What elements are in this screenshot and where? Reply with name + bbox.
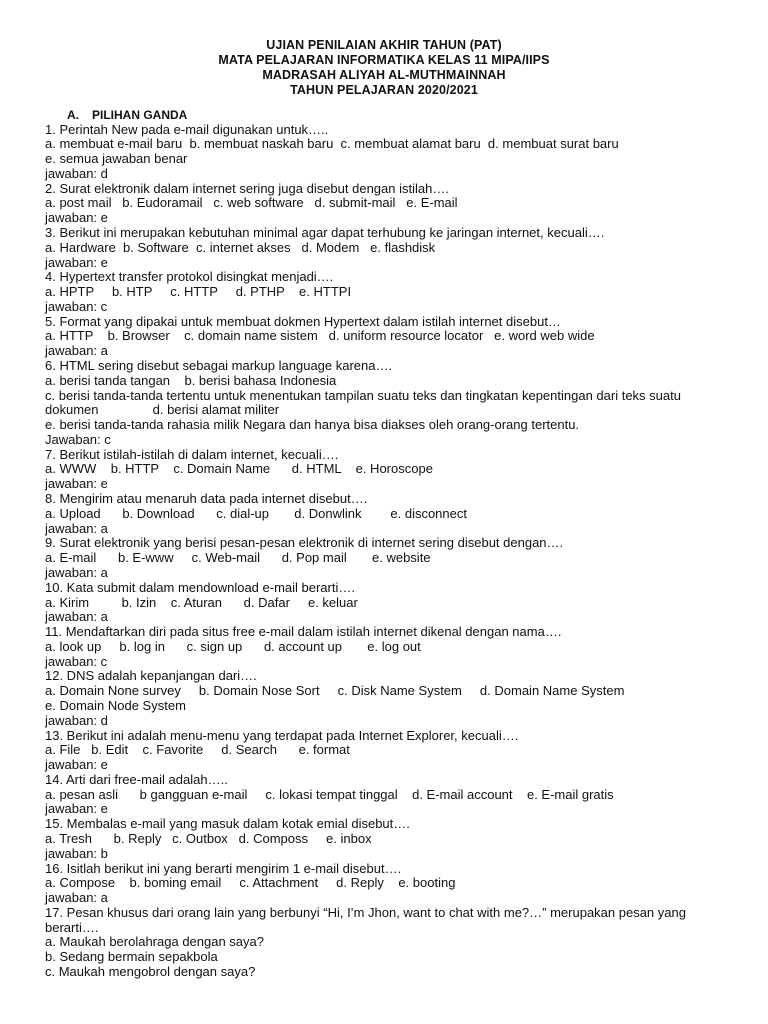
text-line: jawaban: c	[45, 653, 108, 669]
section-title: PILIHAN GANDA	[92, 108, 188, 122]
text-line: a. look up b. log in c. sign up d. account up e. log out	[45, 638, 421, 654]
text-line: jawaban: d	[45, 165, 108, 181]
text-line: 5. Format yang dipakai untuk membuat dokmen Hypertext dalam istilah internet disebut…	[45, 313, 561, 329]
text-line: a. HPTP b. HTP c. HTTP d. PTHP e. HTTPI	[45, 284, 352, 300]
text-line: jawaban: e	[45, 210, 108, 226]
document-header	[0, 38, 768, 98]
text-line: Jawaban: c	[45, 431, 111, 447]
text-line: jawaban: d	[45, 712, 108, 728]
text-line: jawaban: a	[45, 564, 108, 580]
text-line: 7. Berikut istilah-istilah di dalam internet, kecuali….	[45, 446, 339, 462]
text-line: 6. HTML sering disebut sebagai markup language karena….	[45, 358, 393, 373]
text-line: dokumen d. berisi alamat militer	[45, 402, 280, 418]
text-line: 1. Perintah New pada e-mail digunakan untuk…..	[45, 121, 329, 137]
text-line: a. pesan asli b gangguan e-mail c. lokasi tempat tinggal d. E-mail account e. E-mail gratis	[45, 786, 614, 802]
text-line: 10. Kata submit dalam mendownload e-mail berarti….	[45, 579, 355, 595]
text-line: a. File b. Edit c. Favorite d. Search e. format	[45, 742, 350, 758]
text-line: 9. Surat elektronik yang berisi pesan-pesan elektronik di internet sering disebut dengan….	[45, 535, 564, 551]
text-line: jawaban: e	[45, 801, 108, 817]
subject-title: MATA PELAJARAN INFORMATIKA KELAS 11 MIPA/IIPS	[218, 53, 550, 67]
text-line: jawaban: a	[45, 343, 108, 359]
text-line: a. HTTP b. Browser c. domain name sistem d. uniform resource locator e. word web wide	[45, 328, 595, 344]
text-line: a. Compose b. boming email c. Attachment d. Reply e. booting	[45, 875, 456, 891]
text-line: 2. Surat elektronik dalam internet sering juga disebut dengan istilah….	[45, 180, 449, 196]
text-line: 17. Pesan khusus dari orang lain yang berbunyi “Hi, I’m Jhon, want to chat with me?…” merupakan pesan yang	[45, 904, 686, 920]
text-line: a. WWW b. HTTP c. Domain Name d. HTML e. Horoscope	[45, 461, 433, 477]
academic-year: TAHUN PELAJARAN 2020/2021	[290, 83, 478, 97]
text-line: a. Maukah berolahraga dengan saya?	[45, 934, 264, 950]
text-line: b. Sedang bermain sepakbola	[45, 949, 218, 965]
text-line: 13. Berikut ini adalah menu-menu yang terdapat pada Internet Explorer, kecuali….	[45, 727, 519, 743]
text-line: a. Kirim b. Izin c. Aturan d. Dafar e. keluar	[45, 594, 358, 610]
text-line: a. E-mail b. E-www c. Web-mail d. Pop mail e. website	[45, 550, 431, 566]
text-line: a. Domain None survey b. Domain Nose Sort c. Disk Name System d. Domain Name System	[45, 683, 625, 699]
text-line: a. berisi tanda tangan b. berisi bahasa Indonesia	[45, 372, 337, 388]
text-line: jawaban: e	[45, 476, 108, 492]
text-line: a. Upload b. Download c. dial-up d. Donwlink e. disconnect	[45, 505, 467, 521]
text-line: jawaban: b	[45, 845, 108, 861]
text-line: jawaban: a	[45, 890, 108, 906]
text-line: a. Tresh b. Reply c. Outbox d. Composs e. inbox	[45, 831, 372, 846]
text-line: jawaban: e	[45, 254, 108, 270]
text-line: e. Domain Node System	[45, 697, 186, 713]
text-line: 16. Isitlah berikut ini yang berarti mengirim 1 e-mail disebut….	[45, 860, 402, 876]
text-line: e. berisi tanda-tanda rahasia milik Negara dan hanya bisa diakses oleh orang-orang tertentu.	[45, 417, 580, 433]
text-line: 8. Mengirim atau menaruh data pada internet disebut….	[45, 491, 368, 507]
text-line: c. Maukah mengobrol dengan saya?	[45, 964, 256, 980]
section-number: A.	[67, 108, 79, 122]
text-line: e. semua jawaban benar	[45, 151, 188, 167]
text-line: jawaban: a	[45, 520, 108, 536]
text-line: jawaban: e	[45, 757, 108, 773]
text-line: 12. DNS adalah kepanjangan dari….	[45, 668, 257, 684]
text-line: jawaban: c	[45, 298, 108, 314]
text-line: jawaban: a	[45, 609, 108, 625]
text-line: c. berisi tanda-tanda tertentu untuk menentukan tampilan suatu teks dan tingkatan kepentingan dari teks suatu	[45, 387, 681, 403]
exam-title: UJIAN PENILAIAN AKHIR TAHUN (PAT)	[266, 38, 502, 52]
text-line: a. Hardware b. Software c. internet akses d. Modem e. flashdisk	[45, 239, 436, 255]
section-heading	[67, 108, 187, 123]
text-line: 11. Mendaftarkan diri pada situs free e-mail dalam istilah internet dikenal dengan nama….	[45, 624, 562, 640]
question-list	[45, 123, 745, 980]
school-name: MADRASAH ALIYAH AL-MUTHMAINNAH	[262, 68, 506, 82]
text-line: a. post mail b. Eudoramail c. web software d. submit-mail e. E-mail	[45, 195, 458, 211]
text-line: berarti….	[45, 919, 99, 935]
text-line: 14. Arti dari free-mail adalah…..	[45, 771, 228, 787]
text-line: 15. Membalas e-mail yang masuk dalam kotak emial disebut….	[45, 816, 410, 832]
text-line: a. membuat e-mail baru b. membuat naskah baru c. membuat alamat baru d. membuat surat baru	[45, 136, 619, 152]
text-line: 3. Berikut ini merupakan kebutuhan minimal agar dapat terhubung ke jaringan internet, kecuali….	[45, 224, 605, 240]
text-line: 4. Hypertext transfer protokol disingkat menjadi….	[45, 269, 334, 285]
